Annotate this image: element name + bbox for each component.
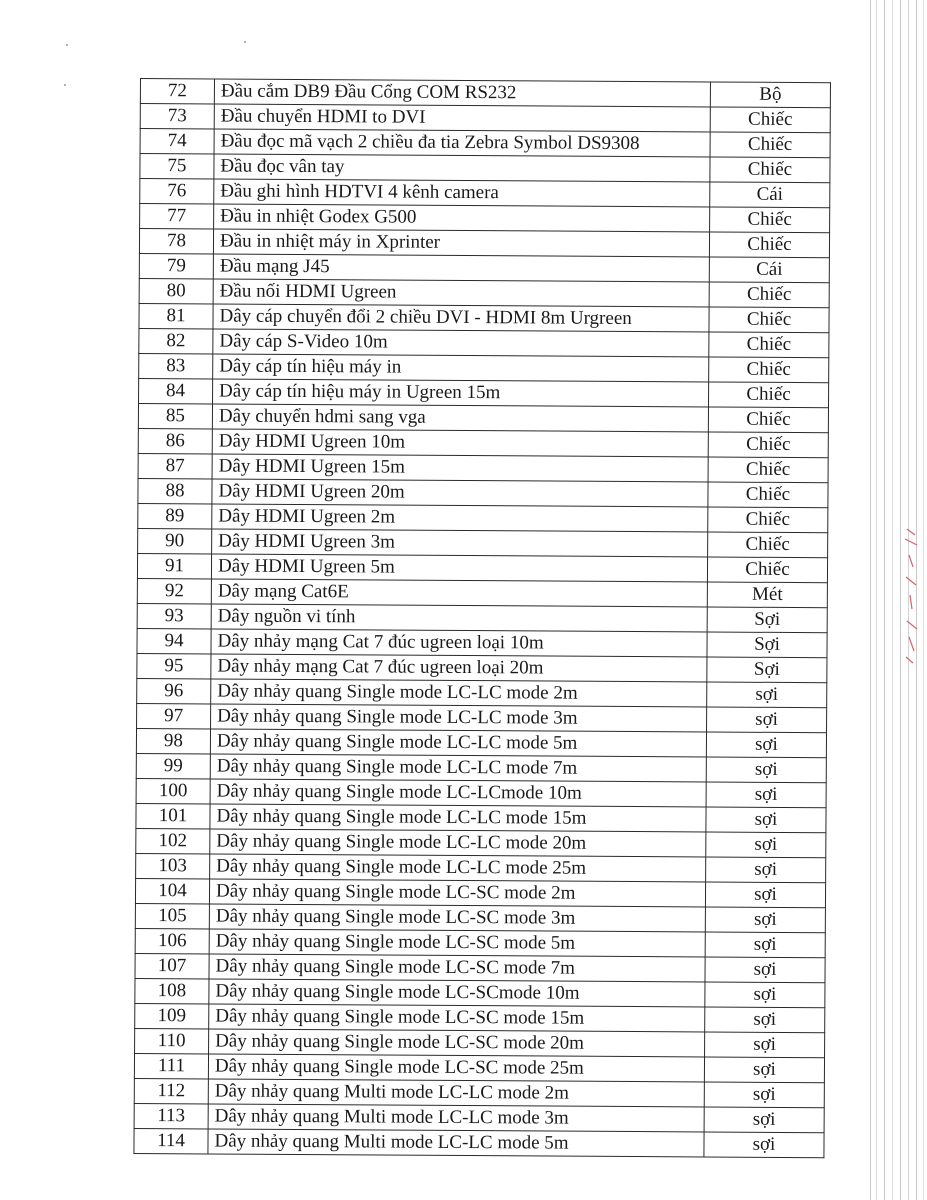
row-number: 88 xyxy=(138,478,212,503)
item-name: Đầu ghi hình HDTVI 4 kênh camera xyxy=(214,179,710,207)
table-row xyxy=(135,978,825,1007)
table-row xyxy=(140,154,830,183)
item-name: Dây nhảy quang Single mode LC-SC mode 7m xyxy=(209,954,705,982)
table-row xyxy=(139,303,829,332)
item-name: Dây cáp tín hiệu máy in Ugreen 15m xyxy=(213,379,709,407)
table-row xyxy=(140,79,830,108)
item-unit: Chiếc xyxy=(709,307,829,333)
item-name: Dây chuyển hdmi sang vga xyxy=(212,404,708,432)
scan-speck xyxy=(66,44,68,46)
inventory-table xyxy=(133,78,831,1158)
item-name: Dây HDMI Ugreen 15m xyxy=(212,454,708,482)
row-number: 73 xyxy=(140,104,214,129)
item-name: Dây HDMI Ugreen 3m xyxy=(212,529,708,557)
row-number: 72 xyxy=(140,79,214,104)
table-row xyxy=(136,728,826,757)
table-row xyxy=(136,803,826,832)
item-unit: Chiếc xyxy=(709,232,829,258)
item-name: Đầu đọc vân tay xyxy=(214,154,710,182)
row-number: 108 xyxy=(135,978,209,1003)
item-unit: sợi xyxy=(705,1007,825,1033)
item-name: Dây HDMI Ugreen 2m xyxy=(212,504,708,532)
item-unit: Chiếc xyxy=(710,107,830,133)
margin-handwriting-mark xyxy=(901,525,923,665)
row-number: 104 xyxy=(135,878,209,903)
item-name: Dây nhảy quang Single mode LC-SC mode 15m xyxy=(209,1004,705,1032)
item-unit: Chiếc xyxy=(710,132,830,158)
table-row xyxy=(138,528,828,557)
row-number: 98 xyxy=(136,728,210,753)
table-row xyxy=(136,753,826,782)
item-unit: sợi xyxy=(705,907,825,933)
item-name: Dây nhảy quang Single mode LC-LC mode 2m xyxy=(211,679,707,707)
scan-speck xyxy=(64,84,66,86)
item-unit: Sợi xyxy=(707,632,827,658)
item-unit: Sợi xyxy=(707,657,827,683)
row-number: 86 xyxy=(138,428,212,453)
item-unit: sợi xyxy=(706,757,826,783)
row-number: 94 xyxy=(137,628,211,653)
table-row xyxy=(139,253,829,282)
table-row xyxy=(139,378,829,407)
table-row xyxy=(139,278,829,307)
item-name: Dây nhảy mạng Cat 7 đúc ugreen loại 20m xyxy=(211,654,707,682)
item-unit: sợi xyxy=(706,782,826,808)
table-row xyxy=(138,428,828,457)
table-row xyxy=(137,678,827,707)
item-unit: sợi xyxy=(704,1082,824,1108)
table-row xyxy=(138,503,828,532)
table-row xyxy=(134,1128,824,1157)
item-unit: sợi xyxy=(706,832,826,858)
item-unit: sợi xyxy=(706,857,826,883)
item-unit: sợi xyxy=(705,1032,825,1058)
item-unit: Chiếc xyxy=(708,407,828,433)
row-number: 80 xyxy=(139,278,213,303)
row-number: 79 xyxy=(139,253,213,278)
row-number: 105 xyxy=(135,903,209,928)
table-row xyxy=(136,828,826,857)
item-name: Dây cáp chuyển đổi 2 chiều DVI - HDMI 8m Urgreen xyxy=(213,304,709,332)
item-unit: Chiếc xyxy=(709,332,829,358)
row-number: 90 xyxy=(138,528,212,553)
row-number: 102 xyxy=(136,828,210,853)
table-row xyxy=(135,1003,825,1032)
item-name: Đầu mạng J45 xyxy=(213,254,709,282)
item-unit: sợi xyxy=(704,1132,824,1158)
row-number: 107 xyxy=(135,953,209,978)
table-row xyxy=(140,129,830,158)
row-number: 92 xyxy=(137,578,211,603)
row-number: 87 xyxy=(138,453,212,478)
item-name: Đầu chuyển HDMI to DVI xyxy=(214,104,710,132)
item-unit: Sợi xyxy=(707,607,827,633)
row-number: 114 xyxy=(134,1128,208,1153)
table-row xyxy=(135,903,825,932)
item-name: Dây nhảy quang Single mode LC-LC mode 15m xyxy=(210,804,706,832)
table-row xyxy=(136,778,826,807)
item-unit: sợi xyxy=(704,1057,824,1083)
item-unit: Chiếc xyxy=(708,457,828,483)
table-row xyxy=(139,353,829,382)
row-number: 84 xyxy=(139,378,213,403)
item-name: Dây nhảy mạng Cat 7 đúc ugreen loại 10m xyxy=(211,629,707,657)
item-unit: Chiếc xyxy=(709,382,829,408)
item-name: Dây nhảy quang Single mode LC-SC mode 2m xyxy=(209,879,705,907)
row-number: 96 xyxy=(137,678,211,703)
item-name: Dây nhảy quang Single mode LC-LC mode 3m xyxy=(211,704,707,732)
table-row xyxy=(137,653,827,682)
row-number: 81 xyxy=(139,303,213,328)
item-unit: Cái xyxy=(709,257,829,283)
item-name: Đầu cắm DB9 Đầu Cổng COM RS232 xyxy=(214,79,710,107)
item-name: Dây nhảy quang Single mode LC-SCmode 10m xyxy=(209,979,705,1007)
table-row xyxy=(137,578,827,607)
table-row xyxy=(137,628,827,657)
item-unit: Mét xyxy=(707,582,827,608)
item-unit: Chiếc xyxy=(708,482,828,508)
row-number: 101 xyxy=(136,803,210,828)
item-name: Dây mạng Cat6E xyxy=(211,579,707,607)
table-row xyxy=(140,179,830,208)
table-row xyxy=(137,553,827,582)
item-unit: Chiếc xyxy=(710,157,830,183)
row-number: 100 xyxy=(136,778,210,803)
table-row xyxy=(140,204,830,233)
item-name: Đầu in nhiệt Godex G500 xyxy=(214,204,710,232)
item-unit: sợi xyxy=(706,732,826,758)
item-name: Dây nhảy quang Single mode LC-LC mode 20m xyxy=(210,829,706,857)
item-name: Dây cáp tín hiệu máy in xyxy=(213,354,709,382)
item-name: Dây HDMI Ugreen 5m xyxy=(211,554,707,582)
row-number: 95 xyxy=(137,653,211,678)
item-name: Dây nguồn vi tính xyxy=(211,604,707,632)
item-name: Dây nhảy quang Multi mode LC-LC mode 5m xyxy=(208,1129,704,1157)
scan-speck xyxy=(244,41,246,43)
table-row xyxy=(139,328,829,357)
item-unit: sợi xyxy=(705,982,825,1008)
table-row xyxy=(140,104,830,133)
item-unit: Chiếc xyxy=(708,532,828,558)
item-name: Dây HDMI Ugreen 10m xyxy=(212,429,708,457)
item-name: Dây nhảy quang Single mode LC-SC mode 3m xyxy=(209,904,705,932)
table-row xyxy=(135,1028,825,1057)
item-unit: Chiếc xyxy=(709,282,829,308)
item-name: Dây nhảy quang Single mode LC-LC mode 7m xyxy=(210,754,706,782)
item-name: Dây nhảy quang Single mode LC-LCmode 10m xyxy=(210,779,706,807)
item-unit: Cái xyxy=(710,182,830,208)
row-number: 93 xyxy=(137,603,211,628)
item-unit: Chiếc xyxy=(707,557,827,583)
item-name: Dây nhảy quang Single mode LC-SC mode 5m xyxy=(209,929,705,957)
item-unit: sợi xyxy=(705,957,825,983)
row-number: 109 xyxy=(135,1003,209,1028)
row-number: 99 xyxy=(136,753,210,778)
row-number: 78 xyxy=(139,229,213,254)
row-number: 75 xyxy=(140,154,214,179)
table-row xyxy=(134,1078,824,1107)
item-unit: sợi xyxy=(704,1107,824,1133)
item-name: Dây HDMI Ugreen 20m xyxy=(212,479,708,507)
item-name: Dây nhảy quang Multi mode LC-LC mode 2m xyxy=(208,1079,704,1107)
table-row xyxy=(136,853,826,882)
table-row xyxy=(134,1103,824,1132)
item-unit: Chiếc xyxy=(710,207,830,233)
item-name: Đầu đọc mã vạch 2 chiều đa tia Zebra Symbol DS9308 xyxy=(214,129,710,157)
item-unit: Chiếc xyxy=(708,432,828,458)
item-name: Dây nhảy quang Single mode LC-LC mode 5m xyxy=(210,729,706,757)
row-number: 77 xyxy=(140,204,214,229)
item-unit: sợi xyxy=(707,682,827,708)
row-number: 76 xyxy=(140,179,214,204)
item-name: Đầu in nhiệt máy in Xprinter xyxy=(213,229,709,257)
row-number: 91 xyxy=(137,553,211,578)
table-row xyxy=(137,703,827,732)
table-row xyxy=(138,453,828,482)
item-unit: sợi xyxy=(707,707,827,733)
item-unit: sợi xyxy=(705,882,825,908)
row-number: 85 xyxy=(138,403,212,428)
item-name: Dây nhảy quang Single mode LC-SC mode 20m xyxy=(209,1029,705,1057)
row-number: 113 xyxy=(134,1103,208,1128)
row-number: 82 xyxy=(139,328,213,353)
row-number: 97 xyxy=(137,703,211,728)
table-row xyxy=(135,928,825,957)
item-name: Dây cáp S-Video 10m xyxy=(213,329,709,357)
table-row xyxy=(137,603,827,632)
row-number: 112 xyxy=(134,1078,208,1103)
row-number: 103 xyxy=(136,853,210,878)
table-row xyxy=(139,229,829,258)
table-row xyxy=(135,953,825,982)
item-unit: sợi xyxy=(706,807,826,833)
table-row xyxy=(138,478,828,507)
row-number: 110 xyxy=(135,1028,209,1053)
row-number: 83 xyxy=(139,353,213,378)
row-number: 89 xyxy=(138,503,212,528)
table-row xyxy=(135,878,825,907)
item-name: Dây nhảy quang Multi mode LC-LC mode 3m xyxy=(208,1104,704,1132)
inventory-table-body xyxy=(134,79,831,1158)
item-unit: Chiếc xyxy=(709,357,829,383)
row-number: 111 xyxy=(134,1053,208,1078)
table-row xyxy=(134,1053,824,1082)
item-unit: Bộ xyxy=(710,82,830,108)
item-unit: sợi xyxy=(705,932,825,958)
row-number: 106 xyxy=(135,928,209,953)
item-name: Dây nhảy quang Single mode LC-SC mode 25m xyxy=(208,1054,704,1082)
row-number: 74 xyxy=(140,129,214,154)
item-name: Đầu nối HDMI Ugreen xyxy=(213,279,709,307)
item-unit: Chiếc xyxy=(708,507,828,533)
item-name: Dây nhảy quang Single mode LC-LC mode 25m xyxy=(210,854,706,882)
table-row xyxy=(138,403,828,432)
